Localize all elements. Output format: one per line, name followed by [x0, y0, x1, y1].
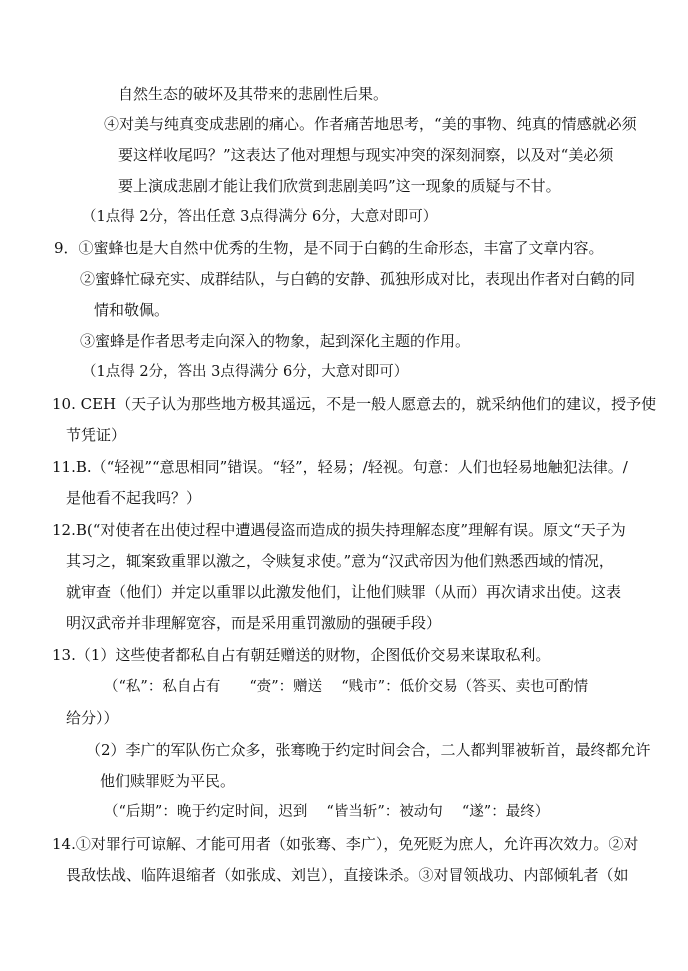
answer-12-line: 12.B(“对使者在出使过程中遭遇侵盗而造成的损失持理解态度”理解有误。原文“天子为	[52, 521, 626, 539]
text-line: 其习之，辄案致重罪以激之，令赎复求使。”意为“汉武帝因为他们熟悉西域的情况，	[66, 552, 614, 570]
text-line: 节凭证）	[66, 426, 127, 444]
text-line: 就审查（他们）并定以重罪以此激发他们，让他们赎罪（从而）再次请求出使。这表	[66, 583, 622, 601]
text-line: 给分））	[66, 709, 119, 727]
text-line: ②蜜蜂忙碌充实、成群结队，与白鹤的安静、孤独形成对比，表现出作者对白鹤的同	[80, 270, 636, 288]
answer-10-line: 10. CEH（天子认为那些地方极其遥远，不是一般人愿意去的，就采纳他们的建议，授予使	[52, 395, 657, 413]
text-line: 是他看不起我吗？）	[66, 489, 202, 507]
text-line: 他们赎罪贬为平民。	[100, 772, 236, 790]
text-line: 自然生态的破坏及其带来的悲剧性后果。	[118, 85, 389, 103]
scoring-note: （1点得 2分，答出 3点得满分 6分，大意对即可）	[82, 364, 409, 380]
text-line: ③蜜蜂是作者思考走向深入的物象，起到深化主题的作用。	[80, 332, 471, 350]
text-line: 畏敌怯战、临阵退缩者（如张成、刘岂），直接诛杀。③对冒领战功、内部倾轧者（如	[66, 866, 629, 884]
text-line: 要上演成悲剧才能让我们欣赏到悲剧美吗”这一现象的质疑与不甘。	[118, 177, 561, 195]
text-line: 情和敬佩。	[94, 301, 170, 319]
text-line: 要这样收尾吗？”这表达了他对理想与现实冲突的深刻洞察，以及对“美必须	[118, 146, 614, 164]
answer-11-line: 11.B.（“轻视”“意思相同”错误。“轻”，轻易；/轻视。句意：人们也轻易地触犯法律。/	[52, 458, 628, 476]
answer-13-line: 13.（1）这些使者都私自占有朝廷赠送的财物，企图低价交易来谋取私利。	[52, 646, 551, 664]
text-line: 明汉武帝并非理解宽容，而是采用重罚激励的强硬手段）	[66, 614, 442, 632]
scoring-note: （1点得 2分，答出任意 3点得满分 6分，大意对即可）	[82, 209, 438, 225]
text-line: （2）李广的军队伤亡众多，张骞晚于约定时间会合，二人都判罪被斩首，最终都允许	[86, 741, 651, 759]
answer-14-line: 14.①对罪行可谅解、才能可用者（如张骞、李广），免死贬为庶人，允许再次效力。②对	[52, 835, 639, 853]
text-line: （“私”：私自占有 “赍”：赠送 “贱市”：低价交易（答买、卖也可酌情	[104, 679, 589, 695]
text-line: ④对美与纯真变成悲剧的痛心。作者痛苦地思考，“美的事物、纯真的情感就必须	[104, 115, 637, 133]
answer-9-line: 9．①蜜蜂也是大自然中优秀的生物，是不同于白鹤的生命形态，丰富了文章内容。	[54, 239, 604, 257]
text-line: （“后期”：晚于约定时间，迟到 “皆当斩”：被动句 “遂”：最终）	[104, 804, 550, 820]
